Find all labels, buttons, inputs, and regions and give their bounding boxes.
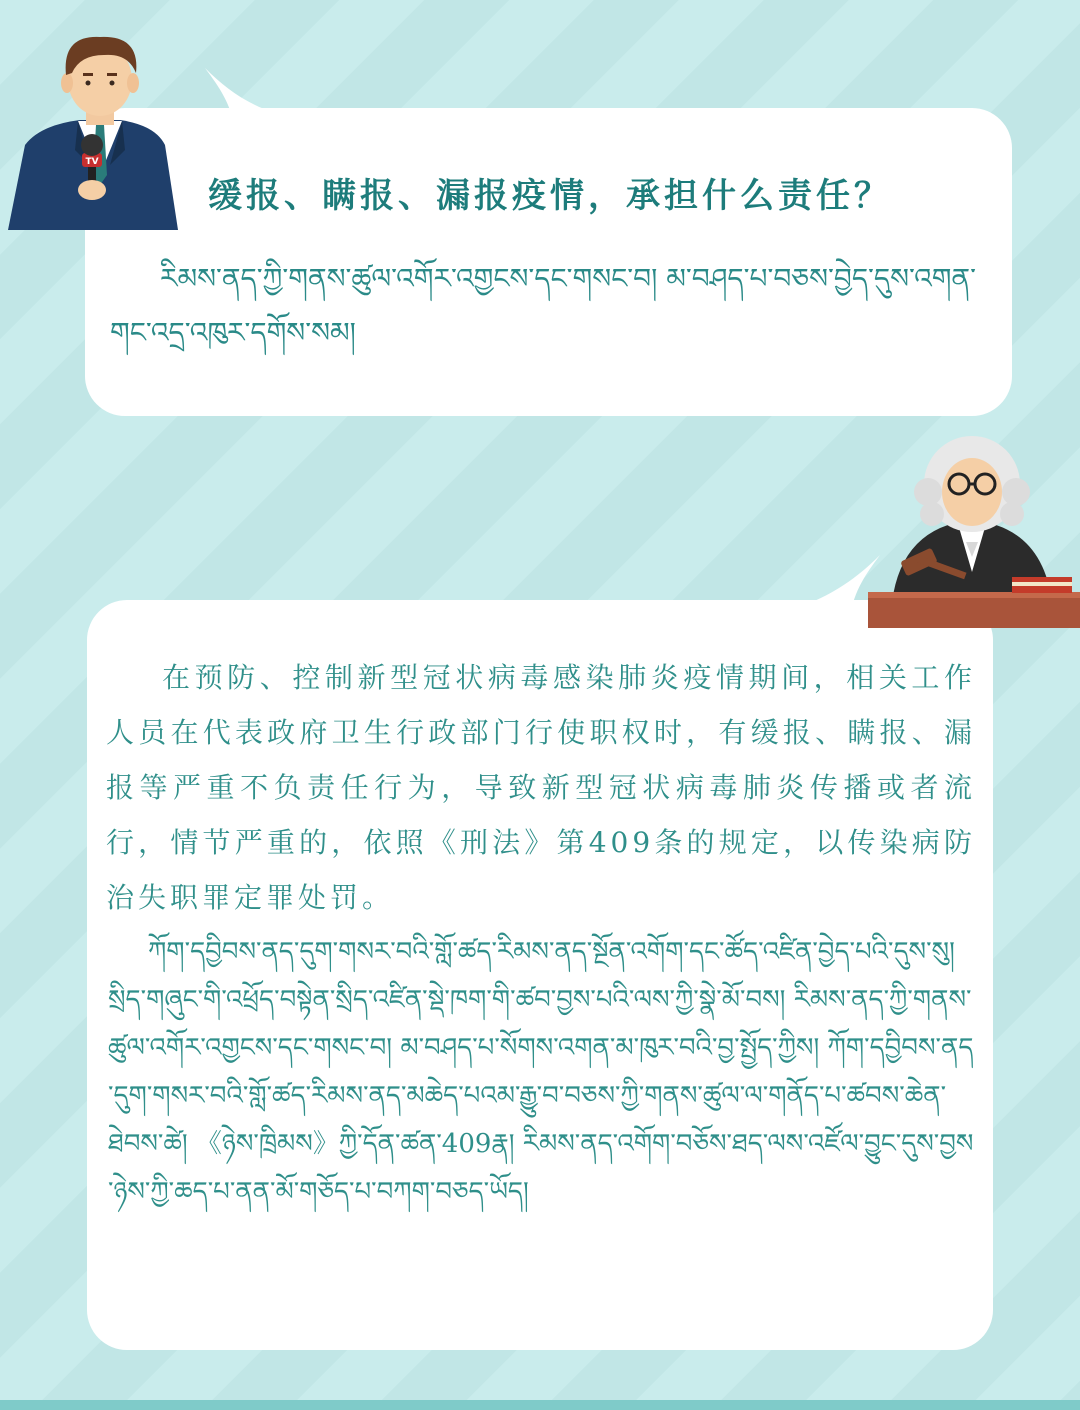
tv-label: TV [85,157,99,167]
answer-chinese: 在预防、控制新型冠状病毒感染肺炎疫情期间，相关工作人员在代表政府卫生行政部门行使职权时，有缓报、瞒报、漏报等严重不负责任行为，导致新型冠状病毒肺炎传播或者流行，情节严重的，依照《刑法》第409条的规定，以传染病防治失职罪定罪处罚。 [106,661,976,914]
bottom-border [0,1400,1080,1410]
question-tibetan: རིམས་ནད་ཀྱི་གནས་ཚུལ་འགོར་འགྱངས་དང་གསང་བ། མ་བཤད་པ་བཅས་བྱེད་དུས་འགན་གང་འདྲ་འཁུར་དགོས་སམ། [110,262,976,349]
question-heading: 缓报、瞒报、漏报疫情，承担什么责任？ [208,176,892,216]
answer-tibetan: ཀོག་དབྱིབས་ནད་དུག་གསར་བའི་གློ་ཚད་རིམས་ནད་སྔོན་འགོག་དང་ཚོད་འཛིན་བྱེད་པའི་དུས་སུ། སྲིད་གཞུང་གི་འཕྲོད་བསྟེན་སྲིད་འཛིན་སྡེ་ཁག་གི་ཚབ་བྱས་པའི་ལས་ཀྱི་སྣེ་མོ་བས། རིམས་ནད་ཀྱི་གནས་ཚུལ་འགོར་འགྱངས་དང་གསང་བ། མ་བཤད་པ་སོགས་འགན་མ་ཁུར་བའི་བྱ་སྤྱོད་ཀྱིས། ཀོག་དབྱིབས་ནད་དུག་གསར་བའི་གློ་ཚད་རིམས་ནད་མཆེད་པའམ་རྒྱུ་བ་བཅས་ཀྱི་གནས་ཚུལ་ལ་གནོད་པ་ཚབས་ཆེན་ཐེབས་ཚེ། 《ཉེས་ཁྲིམས》ཀྱི་དོན་ཚན་409རྣ། རིམས་ནད་འགོག་བཅོས་ཐད་ལས་འཛོལ་བྱུང་དུས་བྱས་ཉེས་ཀྱི་ཆད་པ་ནན་མོ་གཅོད་པ་བཀག་བཅད་ཡོད། [108,937,974,1207]
judge-icon [862,432,1080,632]
